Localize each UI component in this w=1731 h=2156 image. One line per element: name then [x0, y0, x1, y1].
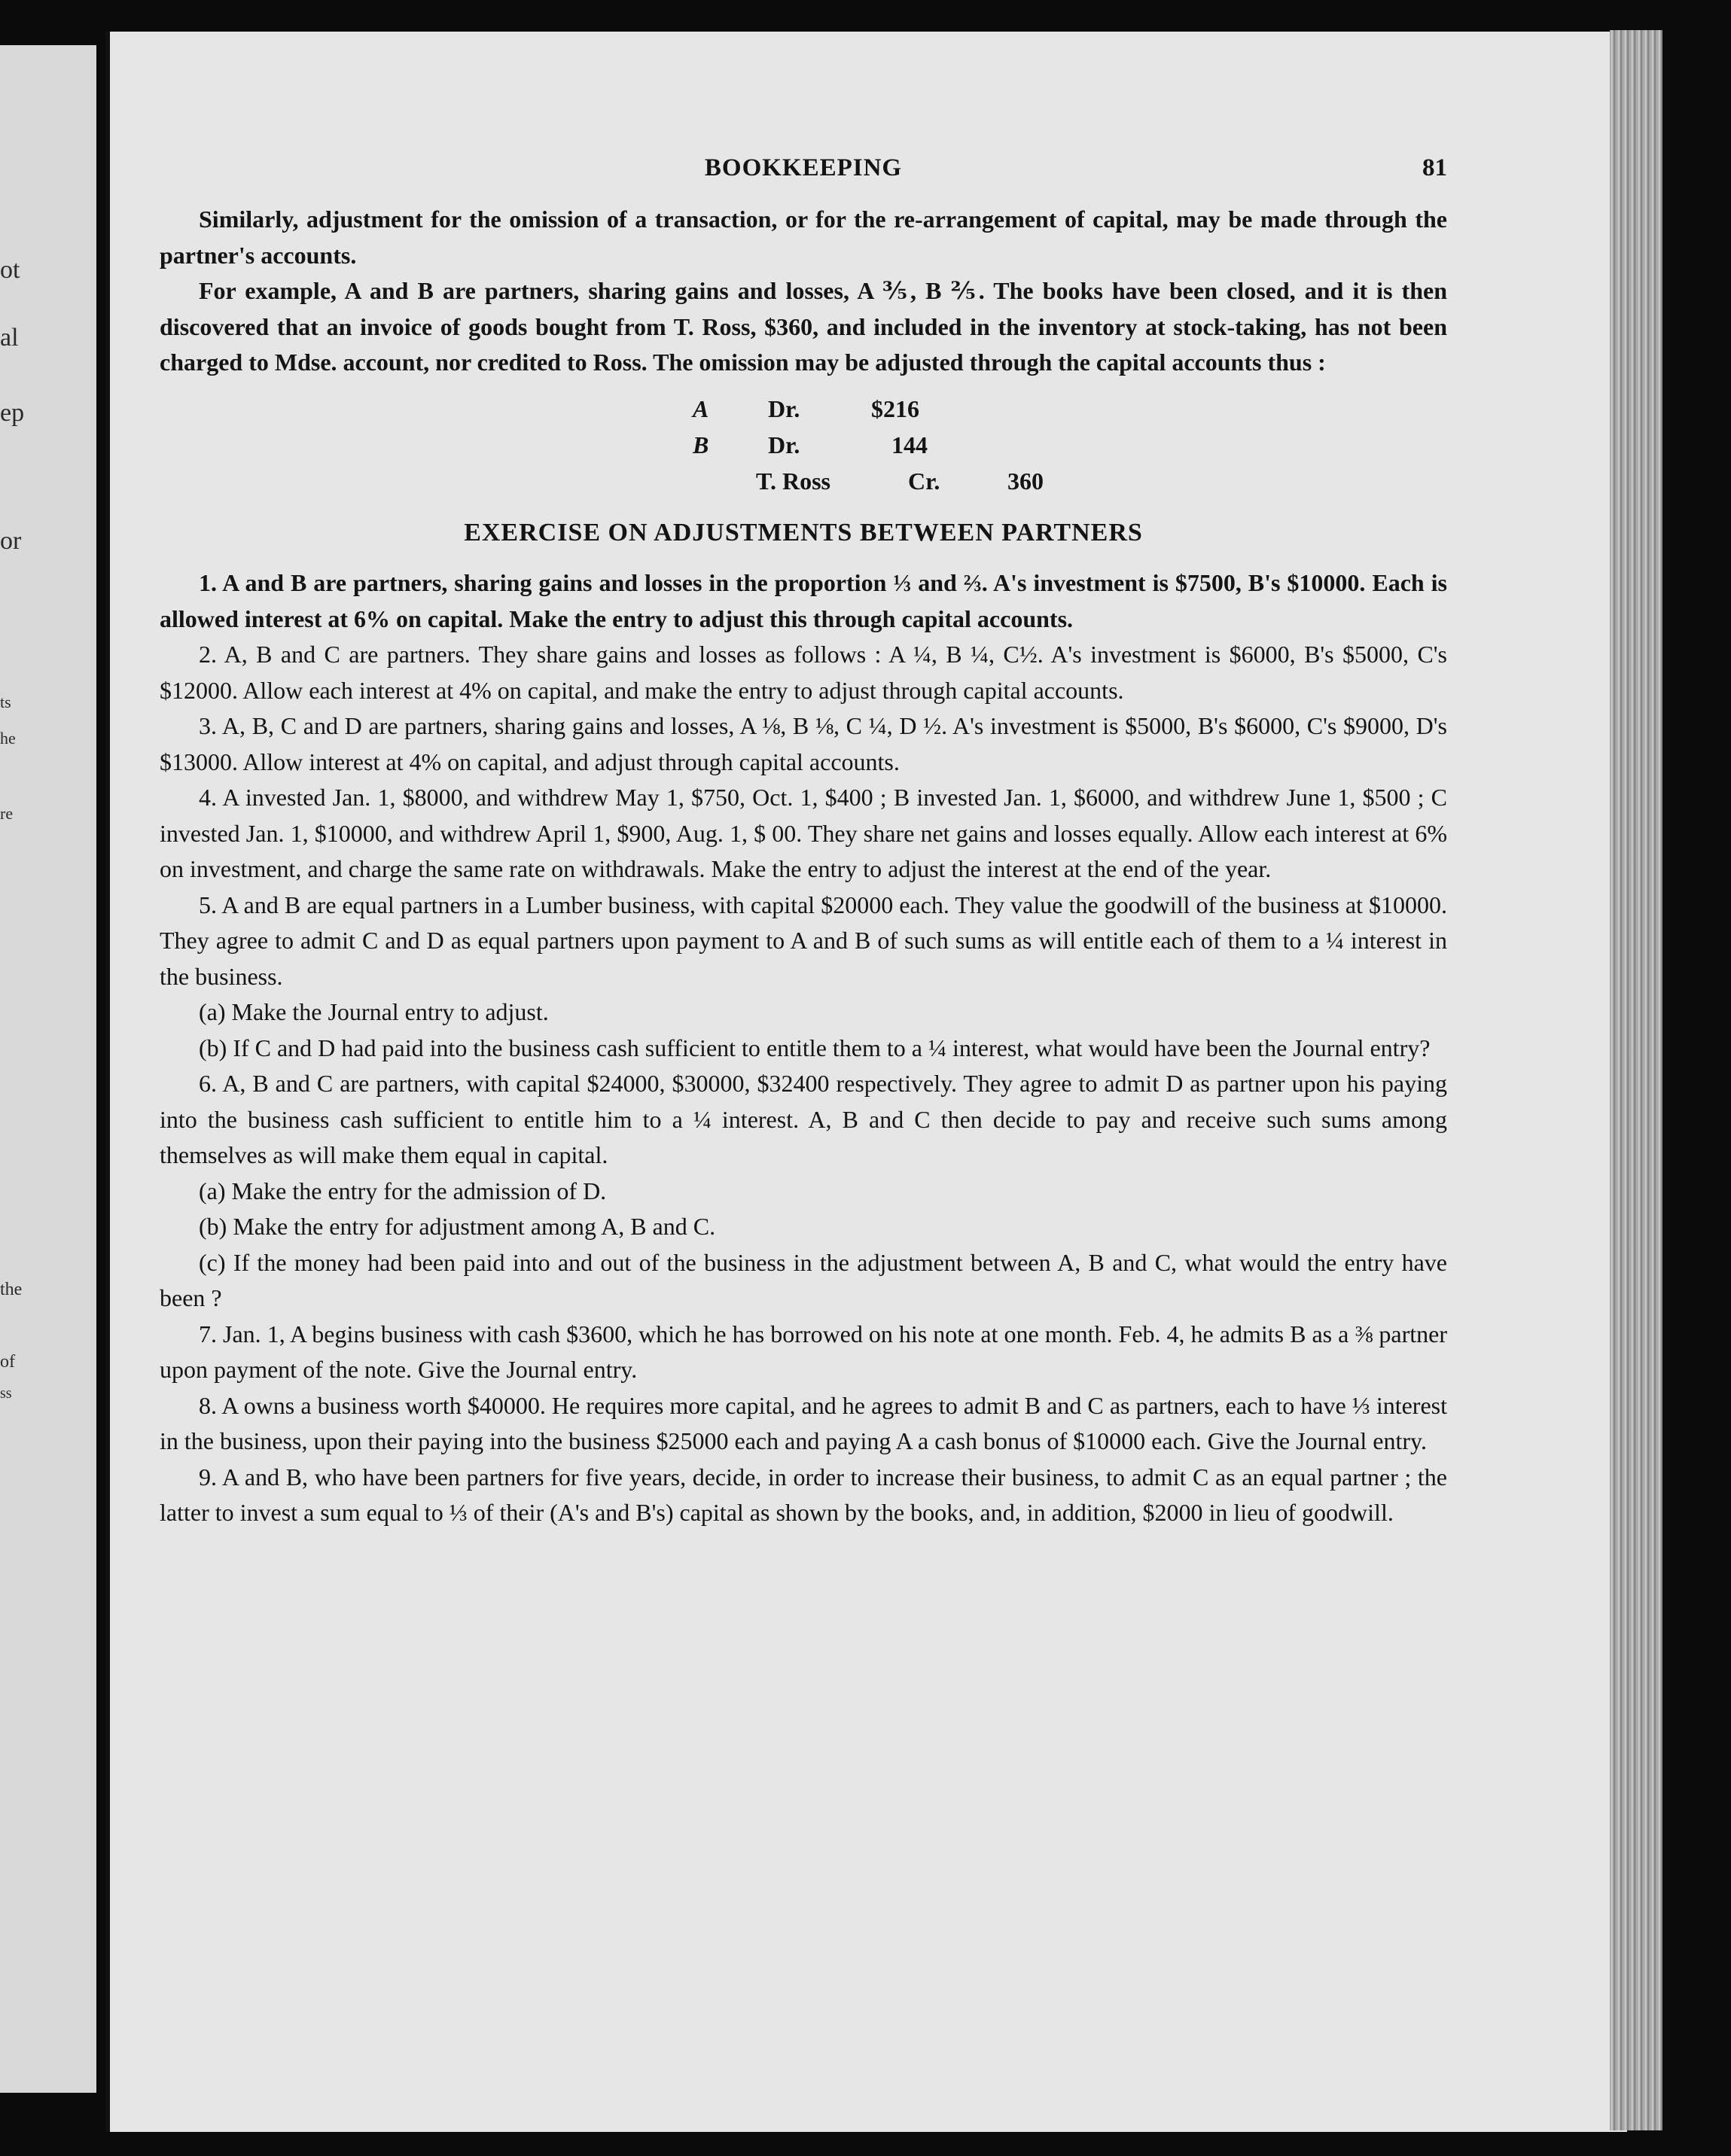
entry-account: T. Ross	[756, 467, 830, 495]
left-page-fragment: ep	[0, 399, 25, 427]
left-page-fragment: he	[0, 729, 16, 748]
left-page-fragment: or	[0, 527, 22, 555]
intro-paragraph: Similarly, adjustment for the omission of a transaction, or for the re-arrangement of capital, may be made through the partner's accounts.	[160, 206, 1447, 269]
exercise-subquestion: (b) Make the entry for adjustment among A, B and C.	[199, 1213, 716, 1240]
entry-amount: 360	[1007, 467, 1044, 495]
left-page-fragment: ot	[0, 256, 20, 284]
exercise-question: 2. A, B and C are partners. They share gains and losses as follows : A ¼, B ¼, C½. A's investment is $6000, B's $5000, C's $12000. Allow each interest at 4% on capital, and make the entry to adjust through capital accounts.	[160, 641, 1447, 704]
exercise-question: 8. A owns a business worth $40000. He requires more capital, and he agrees to admit B and C as partners, each to have ⅓ interest in the business, upon their paying into the business $25000 each and paying A a cash bonus of $10000 each. Give the Journal entry.	[160, 1391, 1447, 1454]
entry-side: Dr.	[768, 431, 800, 458]
left-page-fragment: ts	[0, 693, 11, 711]
exercise-subquestion: (a) Make the Journal entry to adjust.	[199, 998, 549, 1025]
running-head: BOOKKEEPING	[704, 154, 903, 181]
exercise-question: 5. A and B are equal partners in a Lumber business, with capital $20000 each. They value the goodwill of the business at $10000. They agree to admit C and D as equal partners upon payment to A and B of such sums as will entitle each of them to a ¼ interest in the business.	[160, 891, 1447, 990]
page-header	[160, 151, 1447, 196]
left-page-edge	[0, 45, 96, 2093]
book-spine	[1610, 30, 1662, 2130]
example-paragraph: For example, A and B are partners, sharing gains and losses, A ⅗, B ⅖. The books have been closed, and it is then discovered that an invoice of goods bought from T. Ross, $360, and included in the inventory at stock-taking, has not been charged to Mdse. account, nor credited to Ross. The omission may be adjusted through the capital accounts thus :	[160, 277, 1447, 376]
exercise-question: 7. Jan. 1, A begins business with cash $3600, which he has borrowed on his note at one month. Feb. 4, he admits B as a ⅜ partner upon payment of the note. Give the Journal entry.	[160, 1320, 1447, 1383]
entry-side: Dr.	[768, 394, 800, 422]
page-content	[160, 151, 1447, 1531]
exercise-question: 9. A and B, who have been partners for five years, decide, in order to increase their business, to admit C as an equal partner ; the latter to invest a sum equal to ⅓ of their (A's and B's) capital as shown by the books, and, in addition, $2000 in lieu of goodwill.	[160, 1463, 1447, 1526]
exercise-subquestion: (a) Make the entry for the admission of D.	[199, 1177, 607, 1204]
journal-entries	[160, 391, 1447, 498]
exercise-question: 1. A and B are partners, sharing gains and losses in the proportion ⅓ and ⅔. A's investment is $7500, B's $10000. Each is allowed interest at 6% on capital. Make the entry to adjust this through capital accounts.	[160, 569, 1447, 632]
left-page-fragment: ss	[0, 1385, 12, 1402]
page-number: 81	[1422, 154, 1447, 181]
exercise-question: 4. A invested Jan. 1, $8000, and withdrew May 1, $750, Oct. 1, $400 ; B invested Jan. 1, $6000, and withdrew June 1, $500 ; C invested Jan. 1, $10000, and withdrew April 1, $900, Aug. 1, $ 00. They share net gains and losses equally. Allow each interest at 6% on investment, and charge the same rate on withdrawals. Make the entry to adjust the interest at the end of the year.	[160, 784, 1447, 882]
entry-amount: 144	[891, 431, 928, 458]
exercise-title: EXERCISE ON ADJUSTMENTS BETWEEN PARTNERS	[464, 518, 1143, 547]
left-page-fragment: al	[0, 324, 19, 352]
exercise-question: 3. A, B, C and D are partners, sharing gains and losses, A ⅛, B ⅛, C ¼, D ½. A's investment is $5000, B's $6000, C's $9000, D's $13000. Allow interest at 4% on capital, and adjust through capital accounts.	[160, 712, 1447, 775]
entry-amount: $216	[871, 394, 919, 422]
left-page-fragment: the	[0, 1280, 23, 1299]
entry-account: B	[693, 431, 709, 458]
exercise-subquestion: (c) If the money had been paid into and out of the business in the adjustment between A, B and C, what would the entry have been ?	[160, 1248, 1447, 1311]
exercise-question: 6. A, B and C are partners, with capital $24000, $30000, $32400 respectively. They agree to admit D as partner upon his paying into the business cash sufficient to entitle him to a ¼ interest. A, B and C then decide to pay and receive such sums among themselves as will make them equal in capital.	[160, 1070, 1447, 1168]
left-page-fragment: of	[0, 1352, 15, 1372]
entry-account: A	[693, 394, 709, 422]
entry-side: Cr.	[908, 467, 940, 495]
exercise-subquestion: (b) If C and D had paid into the business cash sufficient to entitle them to a ¼ interest, what would have been the Journal entry?	[199, 1034, 1431, 1061]
left-page-fragment: re	[0, 804, 14, 823]
